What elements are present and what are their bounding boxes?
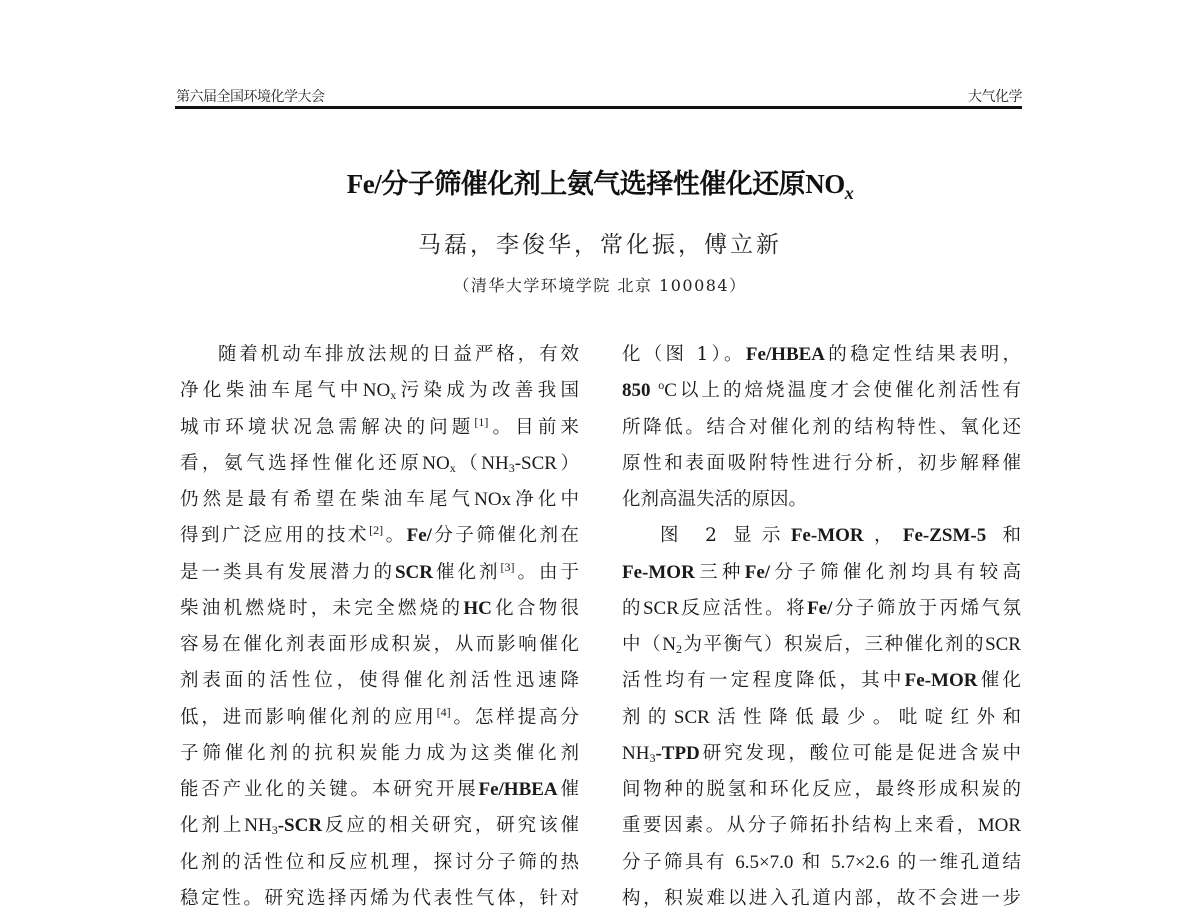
text-line: [180, 703, 579, 739]
body-column-left: [180, 340, 579, 920]
text-segment: 净化中: [511, 489, 579, 510]
text-line: [622, 340, 1021, 376]
text-segment: 随着机动车排放法规的日益严格，有效: [218, 344, 579, 365]
text-segment: 城市环境状况急需解决的问题: [180, 416, 475, 438]
text-segment: 反应的相关研究，研究该催: [322, 815, 579, 837]
text-segment: 以上的焙烧温度才会使催化剂活性有: [676, 380, 1021, 402]
text-segment: MOR: [977, 815, 1021, 837]
text-segment: 分子筛放于丙烯气氛: [832, 597, 1021, 619]
text-segment: 是一类具有发展潜力的: [180, 561, 395, 583]
affiliation: （清华大学环境学院 北京 100084）: [453, 276, 747, 295]
text-segment: -SCR: [514, 452, 557, 474]
title-text: Fe/分子筛催化剂上氨气选择性催化还原NO: [346, 169, 845, 199]
subscript: 3: [271, 823, 278, 838]
header-rule: [175, 106, 1022, 109]
text-segment: Fe/: [406, 525, 432, 547]
text-line: [622, 703, 1021, 739]
text-segment: Fe/HBEA: [745, 344, 826, 365]
text-line: [180, 594, 579, 630]
text-segment: N: [662, 634, 676, 655]
subscript: 2: [675, 642, 682, 656]
text-segment: SCR: [673, 706, 710, 728]
text-line: [180, 449, 579, 485]
text-segment: Fe-MOR: [790, 525, 864, 547]
text-segment: 化剂的活性位和反应机理，探讨分子筛的热: [180, 851, 579, 873]
text-segment: 容易在催化剂表面形成积炭，从而影响催化: [180, 634, 579, 655]
text-segment: 。怎样提高分: [450, 706, 579, 728]
text-segment: 分子筛催化剂均具有较高: [770, 561, 1021, 583]
text-segment: 中（: [622, 634, 663, 655]
text-segment: Fe/: [807, 597, 833, 619]
text-segment: 图 2 显示: [660, 525, 791, 547]
text-line: [180, 521, 579, 557]
running-header-conference: 第六届全国环境化学大会: [176, 89, 325, 105]
text-line: [180, 413, 579, 449]
text-segment: 三种: [694, 561, 745, 583]
text-segment: 和: [986, 525, 1021, 547]
text-segment: 仍然是最有希望在柴油车尾气: [180, 489, 475, 510]
text-line: [180, 485, 579, 521]
text-segment: 催化剂: [432, 561, 501, 583]
text-segment: 和: [793, 851, 832, 873]
superscript: [4]: [436, 704, 451, 719]
text-segment: 化剂高温失活的原因。: [622, 489, 808, 510]
text-line: [622, 449, 1021, 485]
text-line: [622, 811, 1021, 847]
text-segment: 子筛催化剂的抗积炭能力成为这类催化剂: [180, 742, 579, 764]
subscript: x: [449, 460, 456, 475]
text-segment: Fe-MOR: [904, 670, 978, 692]
text-segment: 研究发现，酸位可能是促进含炭中: [699, 742, 1021, 764]
text-segment: Fe/HBEA: [478, 779, 558, 800]
text-segment: 分子筛具有: [622, 851, 736, 873]
text-segment: 剂的: [622, 706, 674, 728]
text-segment: 催: [557, 779, 579, 800]
text-line: [622, 739, 1021, 775]
text-segment: SCR: [394, 561, 433, 583]
text-segment: 化（图 1）。: [622, 344, 746, 365]
text-line: [180, 775, 579, 811]
text-segment: NOx: [474, 489, 512, 510]
subscript: 3: [649, 750, 656, 765]
text-segment: 原性和表面吸附特性进行分析，初步解释催: [622, 452, 1021, 474]
text-segment: 的一维孔道结: [889, 851, 1021, 873]
text-line: [622, 521, 1021, 557]
text-line: [180, 811, 579, 847]
text-segment: 能否产业化的关键。本研究开展: [180, 779, 479, 800]
text-segment: 构，积炭难以进入孔道内部，故不会进一步: [622, 887, 1021, 909]
text-segment: SCR: [642, 597, 679, 619]
text-line: [622, 376, 1021, 412]
authors: 马磊，李俊华，常化振，傅立新: [418, 232, 782, 258]
text-segment: 分子筛催化剂在: [431, 525, 579, 547]
text-segment: NH: [244, 815, 272, 837]
text-segment: 的稳定性结果表明，: [825, 344, 1021, 365]
text-line: [180, 884, 579, 920]
text-line: [622, 630, 1021, 666]
text-segment: 化合物很: [491, 597, 579, 619]
text-line: [180, 340, 579, 376]
text-segment: 污染成为改善我国: [396, 380, 579, 402]
text-segment: Fe-ZSM-5: [902, 525, 987, 547]
superscript: o: [658, 378, 665, 393]
text-line: [622, 485, 1021, 521]
text-segment: 活性均有一定程度降低，其中: [622, 670, 905, 692]
text-segment: HC: [463, 597, 492, 619]
text-line: [622, 884, 1021, 920]
text-segment: 重要因素。从分子筛拓扑结构上来看，: [622, 815, 978, 837]
text-segment: Fe/: [744, 561, 771, 583]
text-segment: （: [455, 452, 482, 474]
text-segment: 看，氨气选择性催化还原: [180, 452, 423, 474]
text-segment: 所降低。结合对催化剂的结构特性、氧化还: [622, 416, 1021, 438]
text-segment: ）: [556, 452, 579, 474]
text-line: [622, 558, 1021, 594]
text-segment: 6.5×7.0: [735, 851, 794, 873]
text-segment: 。: [383, 525, 407, 547]
text-segment: 。由于: [514, 561, 579, 583]
text-segment: 活性降低最少。吡啶红外和: [709, 706, 1021, 728]
text-segment: NO: [422, 452, 450, 474]
text-segment: 化剂上: [180, 815, 245, 837]
text-line: [180, 558, 579, 594]
superscript: [2]: [369, 523, 384, 538]
superscript: [3]: [500, 559, 515, 574]
title-subscript: x: [844, 183, 854, 203]
text-segment: 。目前来: [488, 416, 579, 438]
text-segment: 5.7×2.6: [831, 851, 890, 873]
text-segment: Fe-MOR: [622, 561, 695, 583]
superscript: [1]: [474, 414, 489, 429]
body-column-right: [622, 340, 1021, 920]
text-segment: 为平衡气）积炭后，三种催化剂的: [681, 634, 986, 655]
text-segment: NH: [481, 452, 509, 474]
text-line: [180, 739, 579, 775]
text-line: [622, 666, 1021, 702]
running-header-section: 大气化学: [968, 89, 1022, 105]
text-segment: 催化: [977, 670, 1021, 692]
text-segment: SCR: [985, 634, 1021, 655]
text-segment: -SCR: [277, 815, 323, 837]
text-line: [180, 630, 579, 666]
text-segment: 850: [622, 380, 659, 402]
text-segment: 间物种的脱氢和环化反应，最终形成积炭的: [622, 779, 1021, 800]
subscript: 3: [508, 460, 515, 475]
text-line: [180, 848, 579, 884]
text-segment: 柴油机燃烧时，未完全燃烧的: [180, 597, 464, 619]
text-segment: 得到广泛应用的技术: [180, 525, 370, 547]
text-segment: 剂表面的活性位，使得催化剂活性迅速降: [180, 670, 579, 692]
text-segment: 低，进而影响催化剂的应用: [180, 706, 437, 728]
text-segment: 反应活性。将: [678, 597, 808, 619]
text-line: [180, 376, 579, 412]
text-line: [622, 594, 1021, 630]
text-segment: ，: [863, 525, 903, 547]
text-line: [622, 413, 1021, 449]
text-segment: C: [664, 380, 677, 402]
text-segment: NH: [622, 742, 650, 764]
text-segment: 净化柴油车尾气中: [180, 380, 363, 402]
text-line: [622, 775, 1021, 811]
paper-title: [0, 162, 1200, 201]
text-segment: -TPD: [655, 742, 700, 764]
text-segment: 稳定性。研究选择丙烯为代表性气体，针对: [180, 887, 579, 909]
subscript: x: [390, 388, 397, 403]
text-line: [622, 848, 1021, 884]
text-line: [180, 666, 579, 702]
text-segment: NO: [362, 380, 391, 402]
text-segment: 的: [622, 597, 643, 619]
